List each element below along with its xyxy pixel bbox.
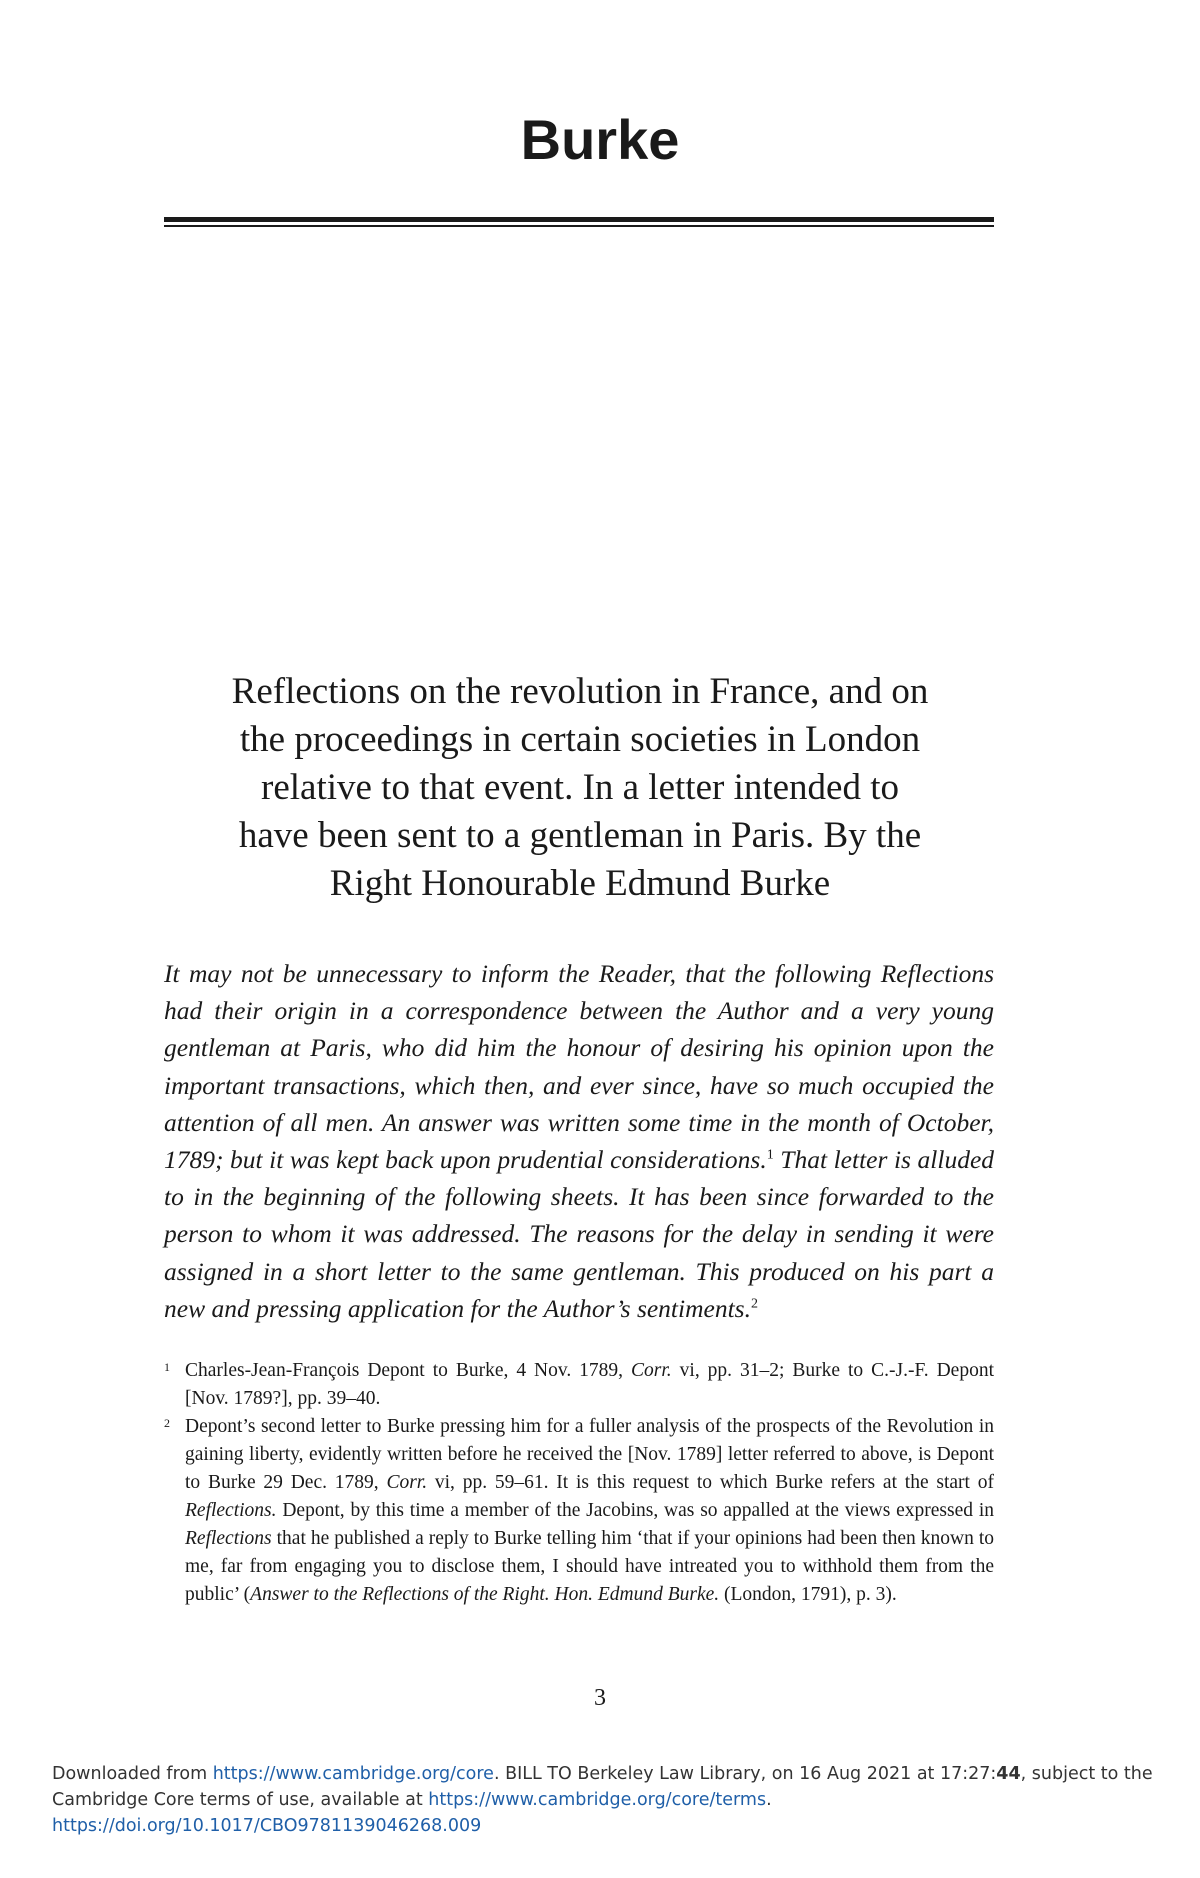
footnote-ref-1[interactable]: 1 [766, 1147, 774, 1163]
footnote-2 [164, 1413, 994, 1609]
preface-text-part2: That letter is alluded to in the beginning of the following sheets. It has been since forwarded to the person to whom it was addressed. The reasons for the delay in sending it were assigned in a short letter to the same gentleman. This produced on his part a new and pressing application for the Author’s sentiments. [164, 1145, 995, 1323]
notice-text: . BILL TO Berkeley Law Library, on 16 Aug 2021 at 17:27: [493, 1764, 997, 1784]
footnote-text: (London, 1791), p. 3). [719, 1584, 897, 1605]
footnote-work-title: Answer to the Reflections of the Right. Hon. Edmund Burke. [250, 1584, 720, 1605]
footnote-number: 1 [164, 1360, 170, 1374]
footnote-text: vi, pp. 59–61. It is this request to which Burke refers at the start of [427, 1472, 995, 1493]
footnote-text: vi, pp. 31–2; Burke to C.-J.-F. Depont [Nov. 1789?], pp. 39–40. [185, 1360, 994, 1409]
work-title-line: Reflections on the revolution in France, and on [231, 671, 929, 712]
doi-link[interactable]: https://doi.org/10.1017/CBO9781139046268.009 [52, 1816, 482, 1836]
footnote-citation: Corr. [386, 1472, 428, 1493]
page-number: 3 [594, 1685, 606, 1711]
work-title-line: relative to that event. In a letter intended to [261, 767, 899, 808]
chapter-title: Burke [520, 108, 680, 171]
footnotes [164, 1357, 994, 1609]
work-title [130, 668, 1030, 908]
footnote-1 [164, 1357, 994, 1413]
notice-text: , subject to the Cambridge Core terms of use, available at [52, 1764, 1153, 1810]
footnote-text: that he published a reply to Burke telling him ‘that if your opinions had been then known to me, far from engaging you to disclose them, I should have intreated you to withhold them from the public’ ( [185, 1528, 994, 1605]
footnote-number: 2 [164, 1416, 170, 1430]
preface-text-part1: It may not be unnecessary to inform the Reader, that the following Reflections had their origin in a correspondence between the Author and a very young gentleman at Paris, who did him the honour of desiring his opinion upon the important transactions, which then, and ever since, have so much occupied the attention of all men. An answer was written some time in the month of October, 1789; but it was kept back upon prudential considerations. [164, 959, 994, 1175]
footnote-text: Depont’s second letter to Burke pressing him for a fuller analysis of the prospects of the Revolution in gaining liberty, evidently written before he received the [Nov. 1789] letter referred to above, is Depont to Burke 29 Dec. 1789, [185, 1416, 994, 1493]
preface-paragraph [164, 955, 994, 1327]
notice-time-seconds: 44 [996, 1764, 1021, 1784]
footnote-work-title: Reflections [185, 1528, 272, 1549]
title-rule-thick [164, 217, 994, 222]
terms-link[interactable]: https://www.cambridge.org/core/terms [428, 1790, 767, 1810]
footnote-text: Depont, by this time a member of the Jacobins, was so appalled at the views expressed in [276, 1500, 994, 1521]
work-title-line: have been sent to a gentleman in Paris. By the [238, 815, 922, 856]
footnote-citation: Corr. [631, 1360, 672, 1381]
footnote-text: Charles-Jean-François Depont to Burke, 4 Nov. 1789, [185, 1360, 632, 1381]
footnote-ref-2[interactable]: 2 [750, 1296, 758, 1312]
title-rule-thin [164, 225, 994, 227]
download-notice [52, 1761, 1172, 1839]
notice-text: . [766, 1790, 772, 1810]
work-title-line: Right Honourable Edmund Burke [329, 863, 831, 904]
footnote-work-title: Reflections. [185, 1500, 277, 1521]
notice-text: Downloaded from [52, 1764, 213, 1784]
cambridge-core-link[interactable]: https://www.cambridge.org/core [212, 1764, 494, 1784]
work-title-line: the proceedings in certain societies in London [239, 719, 921, 760]
